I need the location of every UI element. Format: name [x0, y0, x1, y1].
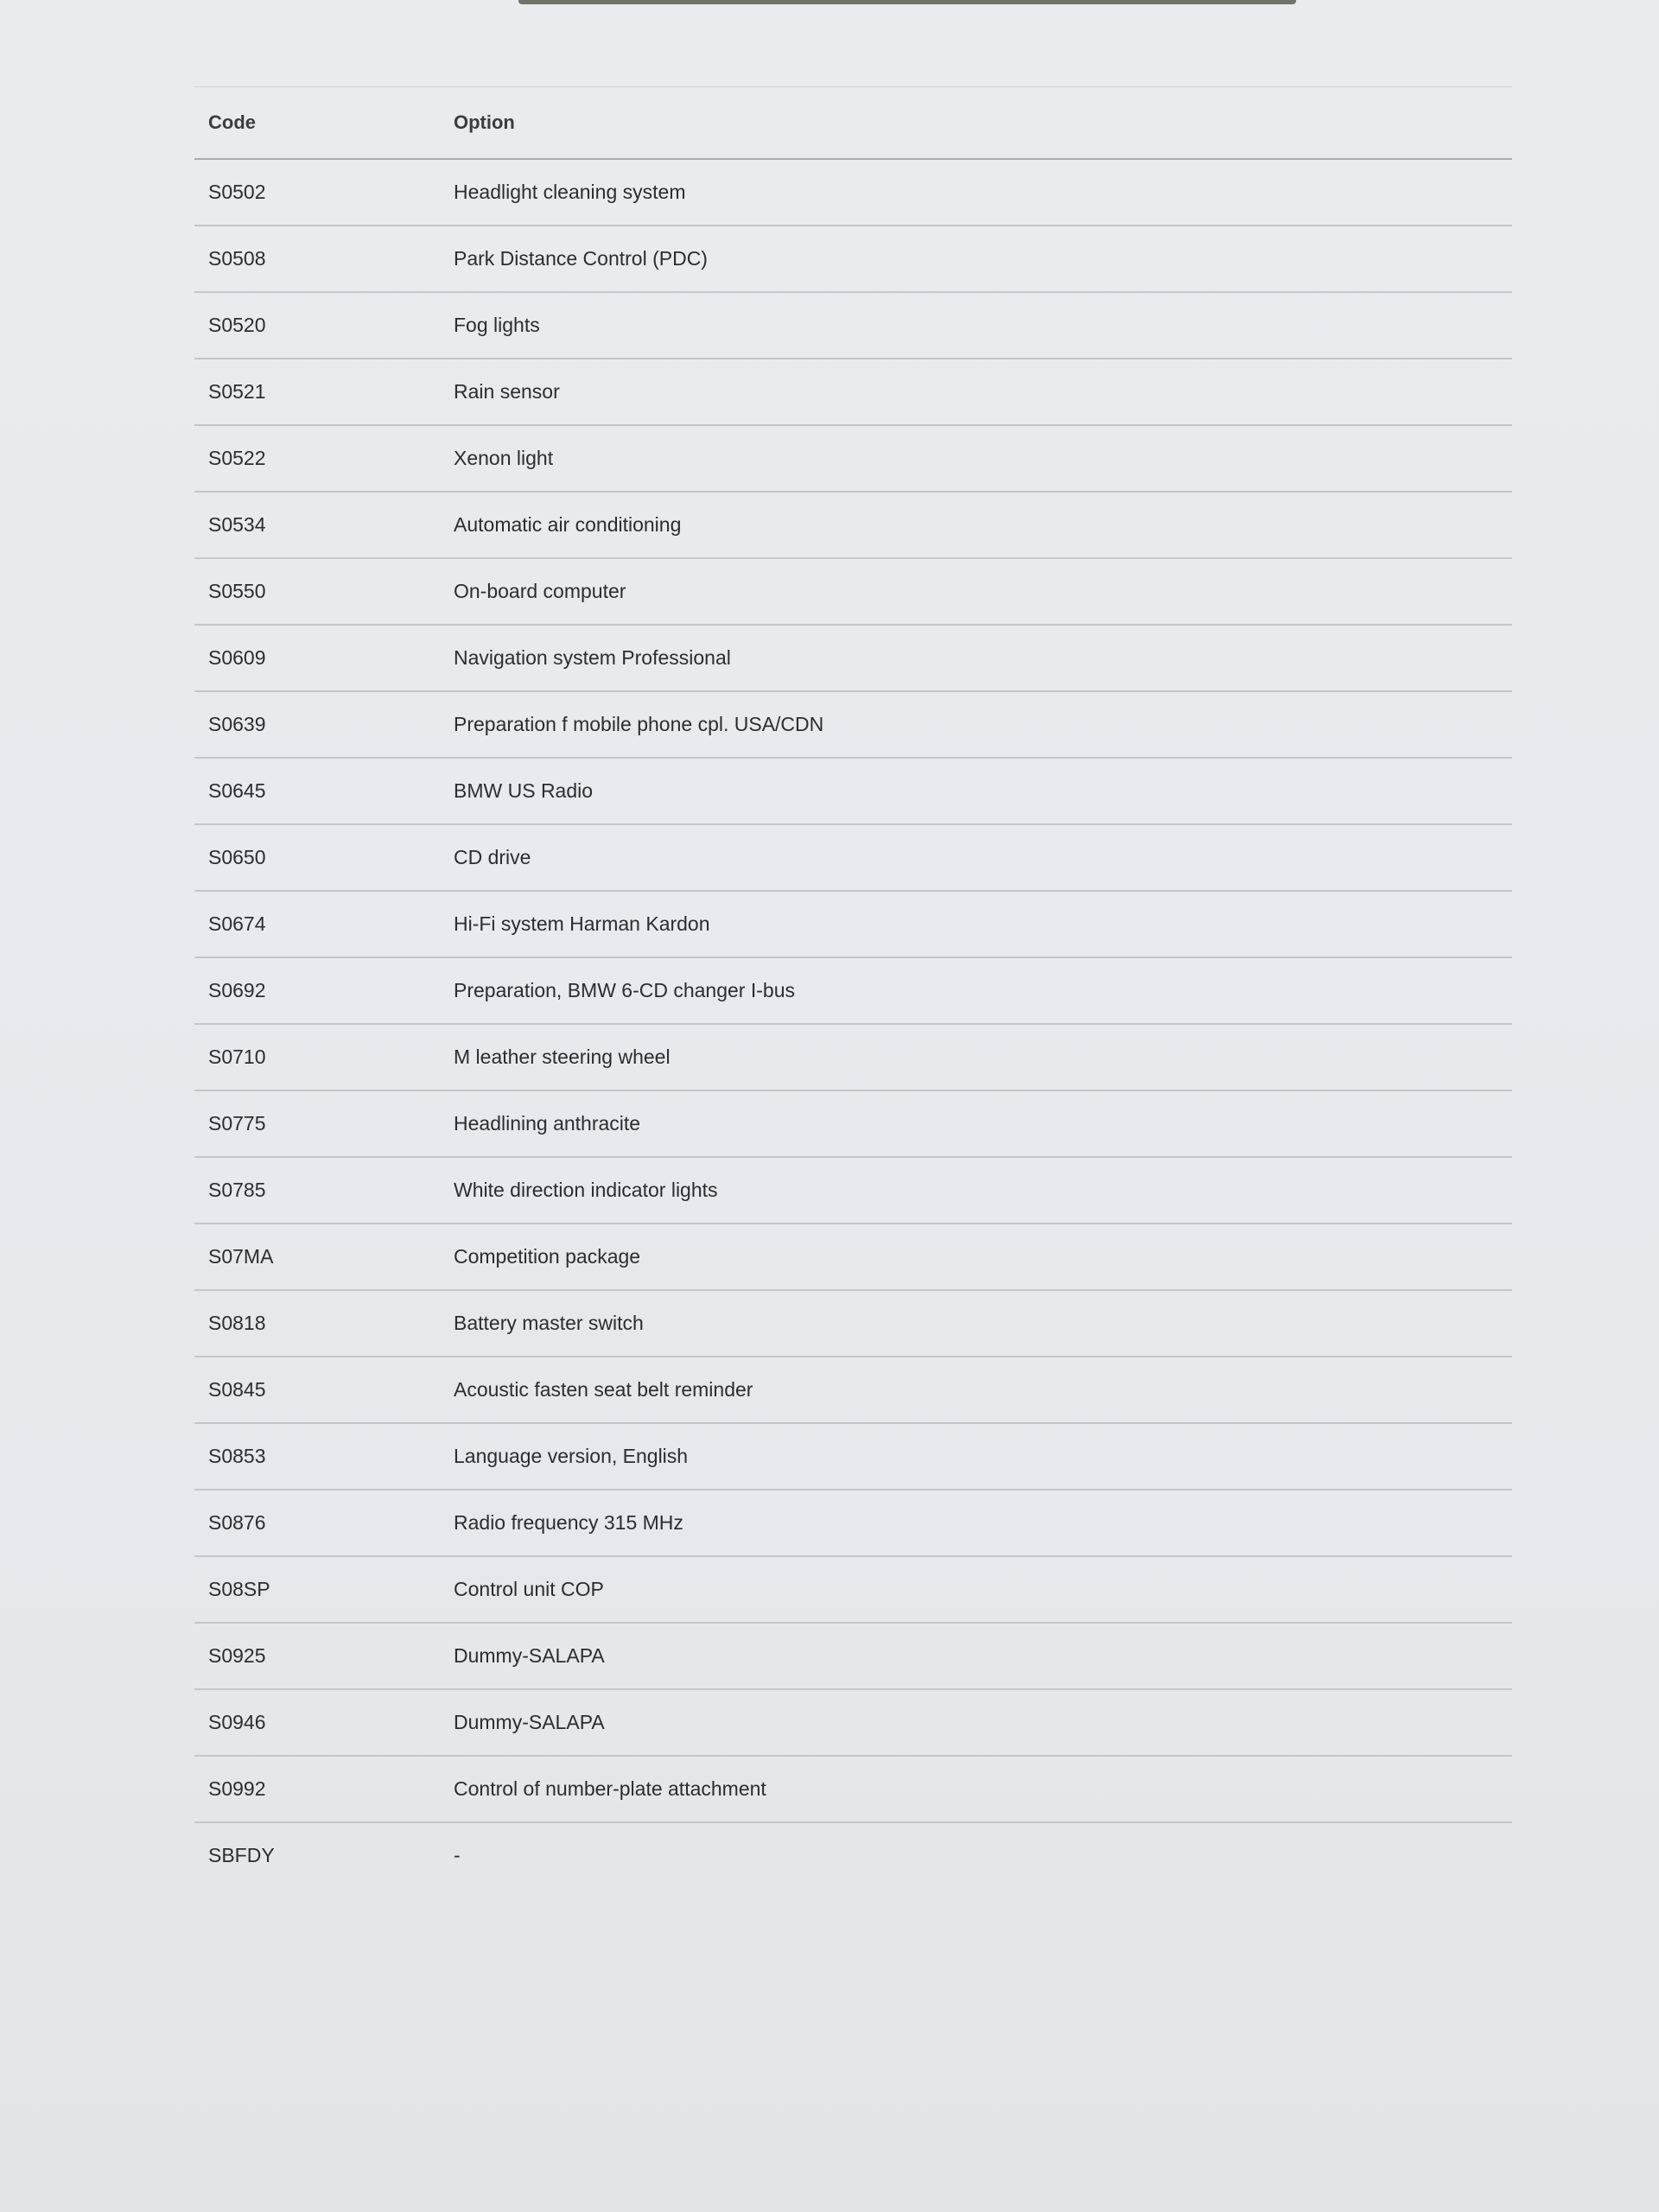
- option-description: Control of number-plate attachment: [454, 1777, 766, 1800]
- option-description: Competition package: [454, 1245, 641, 1268]
- table-row: [194, 892, 1512, 958]
- option-description: Rain sensor: [454, 380, 560, 403]
- table-row: [194, 958, 1512, 1025]
- option-code: S0674: [208, 912, 266, 935]
- option-column-header: Option: [454, 111, 515, 133]
- option-description: White direction indicator lights: [454, 1179, 718, 1201]
- option-description: Battery master switch: [454, 1312, 644, 1334]
- option-code: S0521: [208, 380, 266, 403]
- option-description: Fog lights: [454, 314, 540, 336]
- option-description: Preparation, BMW 6-CD changer I-bus: [454, 979, 795, 1001]
- table-row: [194, 1291, 1512, 1357]
- option-description: Radio frequency 315 MHz: [454, 1511, 683, 1534]
- option-description: Dummy-SALAPA: [454, 1711, 605, 1733]
- table-row: [194, 1025, 1512, 1091]
- option-code: S0534: [208, 513, 266, 536]
- table-row: [194, 1357, 1512, 1424]
- option-code: S0925: [208, 1644, 266, 1667]
- table-row: [194, 1823, 1512, 1888]
- option-description: Preparation f mobile phone cpl. USA/CDN: [454, 713, 824, 735]
- background-edge: [518, 0, 1296, 4]
- option-description: Dummy-SALAPA: [454, 1644, 605, 1667]
- option-description: M leather steering wheel: [454, 1046, 671, 1068]
- table-row: [194, 626, 1512, 692]
- option-code: S0508: [208, 247, 266, 270]
- option-description: Park Distance Control (PDC): [454, 247, 708, 270]
- table-row: [194, 1224, 1512, 1291]
- option-code: S0818: [208, 1312, 266, 1334]
- option-code: S0650: [208, 846, 266, 868]
- option-code: S0785: [208, 1179, 266, 1201]
- table-row: [194, 1690, 1512, 1757]
- option-description: Control unit COP: [454, 1578, 604, 1600]
- option-code: S0876: [208, 1511, 266, 1534]
- option-description: Headlining anthracite: [454, 1112, 641, 1135]
- table-row: [194, 759, 1512, 825]
- option-code: S0992: [208, 1777, 266, 1800]
- option-code: S07MA: [208, 1245, 274, 1268]
- table-row: [194, 1624, 1512, 1690]
- option-description: BMW US Radio: [454, 779, 594, 802]
- option-code: S0853: [208, 1445, 266, 1467]
- table-header: [194, 86, 1512, 160]
- option-description: Hi-Fi system Harman Kardon: [454, 912, 710, 935]
- table-row: [194, 1491, 1512, 1557]
- option-description: Automatic air conditioning: [454, 513, 682, 536]
- table-row: [194, 1158, 1512, 1224]
- option-code: SBFDY: [208, 1844, 275, 1866]
- table-row: [194, 1757, 1512, 1823]
- table-row: [194, 426, 1512, 493]
- option-description: Headlight cleaning system: [454, 181, 686, 203]
- table-row: [194, 359, 1512, 426]
- table-row: [194, 1557, 1512, 1624]
- option-code: S0522: [208, 447, 266, 469]
- option-code: S0692: [208, 979, 266, 1001]
- option-code: S0520: [208, 314, 266, 336]
- option-code: S0550: [208, 580, 266, 602]
- table-row: [194, 825, 1512, 892]
- option-code: S0710: [208, 1046, 266, 1068]
- option-code: S0845: [208, 1378, 266, 1401]
- code-column-header: Code: [208, 111, 256, 133]
- option-code: S08SP: [208, 1578, 270, 1600]
- table-row: [194, 1091, 1512, 1158]
- table-row: [194, 1424, 1512, 1491]
- option-description: CD drive: [454, 846, 531, 868]
- option-code: S0639: [208, 713, 266, 735]
- table-row: [194, 293, 1512, 359]
- option-code: S0502: [208, 181, 266, 203]
- table-row: [194, 692, 1512, 759]
- option-code: S0775: [208, 1112, 266, 1135]
- options-table: [194, 86, 1512, 1888]
- table-row: [194, 559, 1512, 626]
- option-description: Acoustic fasten seat belt reminder: [454, 1378, 753, 1401]
- option-description: -: [454, 1844, 461, 1866]
- option-code: S0609: [208, 646, 266, 669]
- option-code: S0645: [208, 779, 266, 802]
- table-row: [194, 226, 1512, 293]
- option-description: Navigation system Professional: [454, 646, 731, 669]
- option-description: Language version, English: [454, 1445, 689, 1467]
- option-code: S0946: [208, 1711, 266, 1733]
- table-row: [194, 493, 1512, 559]
- option-description: On-board computer: [454, 580, 626, 602]
- table-row: [194, 160, 1512, 226]
- option-description: Xenon light: [454, 447, 554, 469]
